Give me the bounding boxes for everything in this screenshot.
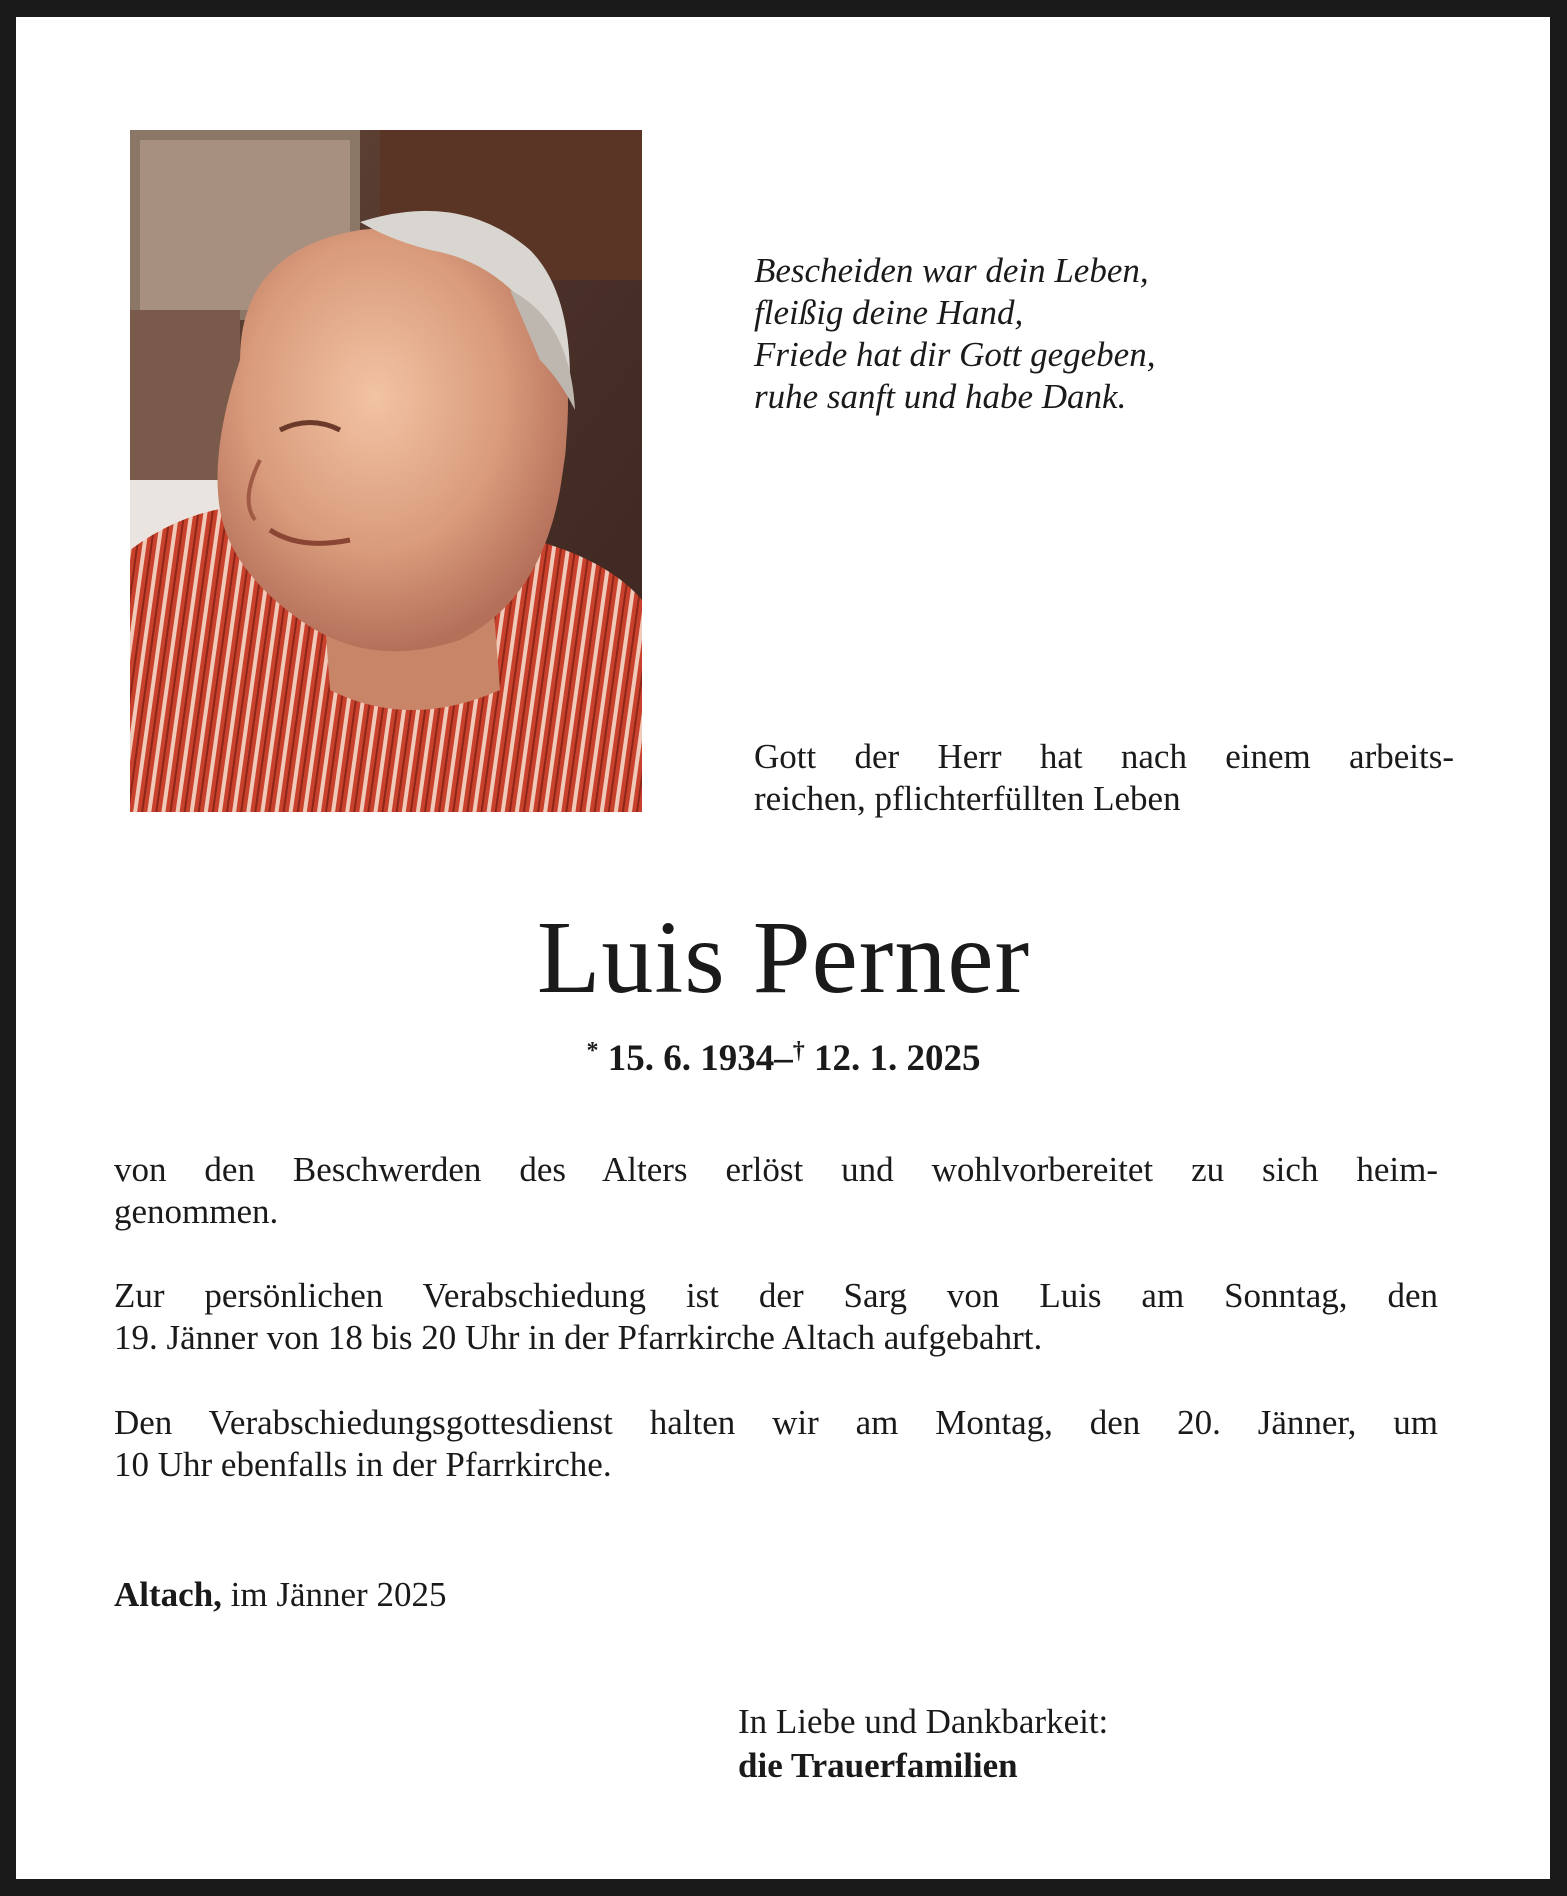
signature-family: die Trauerfamilien (738, 1746, 1018, 1785)
paragraph-farewell (114, 1275, 1438, 1359)
poem-line: fleißig deine Hand, (754, 293, 1024, 332)
paragraph-line: 10 Uhr ebenfalls in der Pfarrkirche. (114, 1445, 612, 1484)
paragraph-service (114, 1402, 1438, 1486)
place-town: Altach, (114, 1575, 222, 1614)
poem-line: Friede hat dir Gott gegeben, (754, 335, 1156, 374)
poem (754, 250, 1155, 418)
paragraph-release (114, 1149, 1438, 1233)
paragraph-line: 19. Jänner von 18 bis 20 Uhr in der Pfarrkirche Altach aufgebahrt. (114, 1318, 1043, 1357)
place-and-date (114, 1574, 446, 1616)
poem-line: ruhe sanft und habe Dank. (754, 377, 1127, 416)
intro-text (754, 736, 1454, 820)
life-dates (0, 1029, 1567, 1081)
signature (738, 1700, 1108, 1788)
paragraph-line: Zur persönlichen Verabschiedung ist der Sarg von Luis am Sonntag, den (114, 1276, 1438, 1315)
deceased-name: Luis Perner (536, 900, 1031, 1015)
intro-line: reichen, pflichterfüllten Leben (754, 779, 1181, 818)
birth-date: 15. 6. 1934 (607, 1038, 775, 1079)
birth-symbol: * (586, 1038, 599, 1064)
portrait-photo (130, 130, 642, 812)
death-symbol: † (792, 1038, 805, 1064)
signature-line: In Liebe und Dankbarkeit: (738, 1702, 1109, 1741)
paragraph-line: Den Verabschiedungsgottesdienst halten wir am Montag, den 20. Jänner, um (114, 1403, 1438, 1442)
poem-line: Bescheiden war dein Leben, (754, 251, 1149, 290)
paragraph-line: von den Beschwerden des Alters erlöst und wohlvorbereitet zu sich heim- (114, 1150, 1438, 1189)
paragraph-line: genommen. (114, 1192, 279, 1231)
portrait-illustration (130, 130, 642, 812)
intro-line: Gott der Herr hat nach einem arbeits- (754, 737, 1454, 776)
date-separator: – (774, 1038, 793, 1079)
death-date: 12. 1. 2025 (814, 1038, 981, 1079)
place-date: im Jänner 2025 (230, 1575, 447, 1614)
